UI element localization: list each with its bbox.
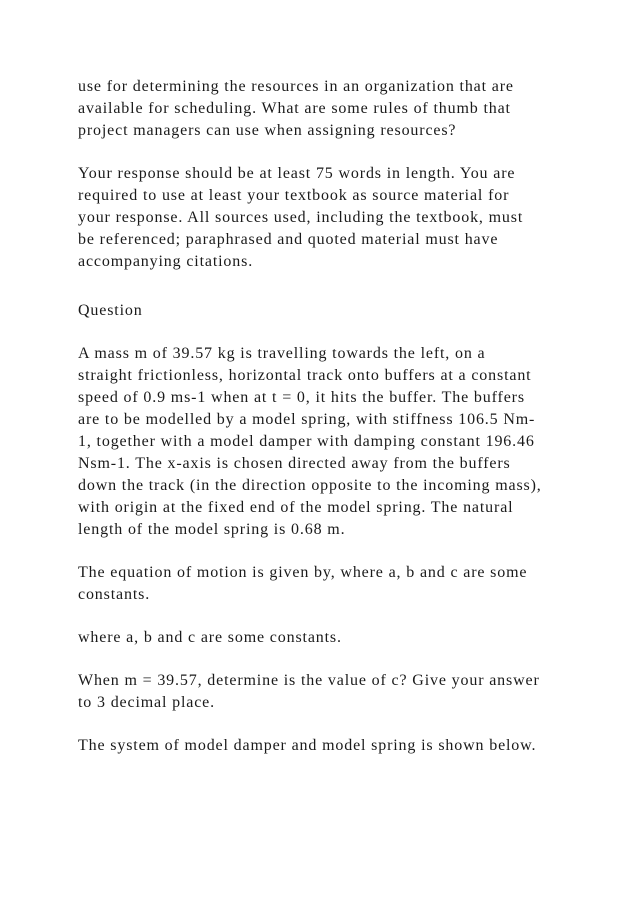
text-line: use for determining the resources in an organization that are bbox=[78, 78, 514, 95]
text-line: Nsm-1. The x-axis is chosen directed away from the buffers bbox=[78, 455, 511, 472]
text-line: be referenced; paraphrased and quoted material must have bbox=[78, 231, 499, 248]
text-line: When m = 39.57, determine is the value of c? Give your answer bbox=[78, 672, 540, 689]
text-line: accompanying citations. bbox=[78, 253, 254, 270]
text-line: Your response should be at least 75 words in length. You are bbox=[78, 165, 516, 182]
text-line: The equation of motion is given by, where a, b and c are some bbox=[78, 564, 528, 581]
text-line: project managers can use when assigning resources? bbox=[78, 122, 457, 139]
text-line: down the track (in the direction opposite to the incoming mass), bbox=[78, 477, 542, 494]
question-heading: Question bbox=[78, 302, 143, 319]
text-line: are to be modelled by a model spring, with stiffness 106.5 Nm- bbox=[78, 411, 536, 428]
text-line: The system of model damper and model spring is shown below. bbox=[78, 737, 537, 754]
text-line: available for scheduling. What are some rules of thumb that bbox=[78, 100, 511, 117]
text-line: length of the model spring is 0.68 m. bbox=[78, 521, 346, 538]
text-line: 1, together with a model damper with damping constant 196.46 bbox=[78, 433, 535, 450]
text-line: where a, b and c are some constants. bbox=[78, 629, 342, 646]
text-line: A mass m of 39.57 kg is travelling towards the left, on a bbox=[78, 345, 486, 362]
text-line: to 3 decimal place. bbox=[78, 694, 215, 711]
text-line: speed of 0.9 ms-1 when at t = 0, it hits the buffer. The buffers bbox=[78, 389, 525, 406]
text-line: constants. bbox=[78, 586, 151, 603]
text-line: required to use at least your textbook as source material for bbox=[78, 187, 510, 204]
text-line: with origin at the fixed end of the model spring. The natural bbox=[78, 499, 514, 516]
text-line: straight frictionless, horizontal track onto buffers at a constant bbox=[78, 367, 532, 384]
text-line: your response. All sources used, including the textbook, must bbox=[78, 209, 524, 226]
